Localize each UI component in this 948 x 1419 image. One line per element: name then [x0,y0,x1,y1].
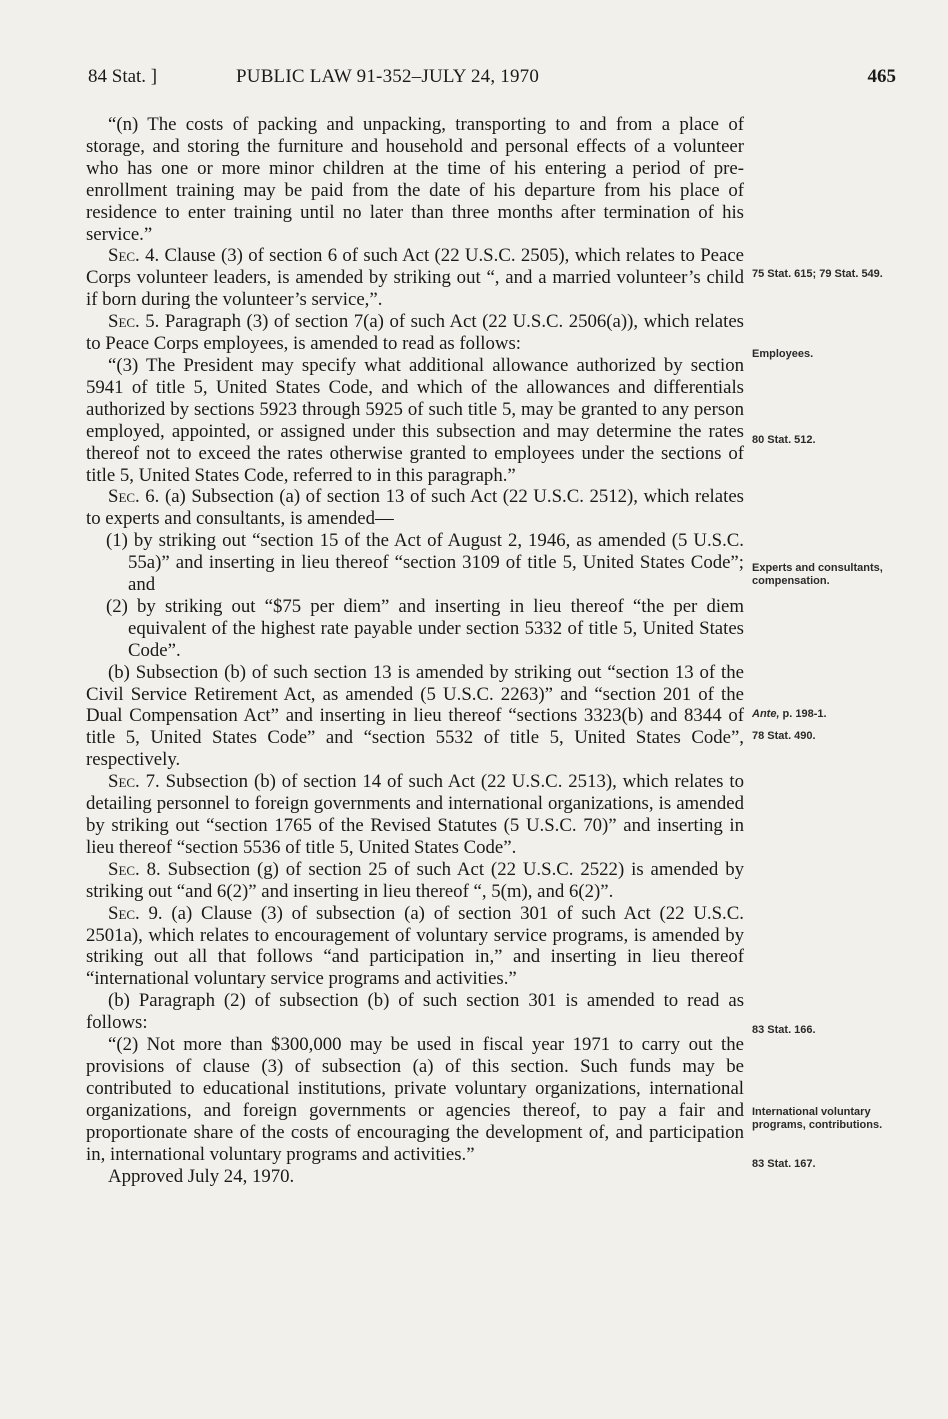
section-7 [86,771,744,859]
margin-note: 83 Stat. 167. [752,1158,816,1170]
paragraph-n: “(n) The costs of packing and unpacking, transporting to and from a place of storage, and storing the furniture and household and personal effects of a volunteer who has one or more minor children at the time of his entering a period of pre-enrollment training may be paid from the date of his departure from his place of residence to enter training until no later than three months after termination of his service.” [86,114,744,245]
section-text: Subsection (g) of section 25 of such Act (22 U.S.C. 2522) is amended by striking out “and 6(2)” and inserting in lieu thereof “, 5(m), and 6(2)”. [86,858,744,902]
section-label: Sec. 6. [108,486,160,508]
section-text: (a) Clause (3) of subsection (a) of section 301 of such Act (22 U.S.C. 2501a), which relates to encouragement of voluntary service programs, is amended by striking out all that follows “and participation in,” and inserting in lieu thereof “international voluntary service programs and activities.” [86,902,744,990]
section-6-clause-2: (2) by striking out “$75 per diem” and inserting in lieu thereof “the per diem equivalent of the highest rate payable under section 5332 of title 5, United States Code”. [106,595,744,661]
margin-note: International voluntary programs, contributions. [752,1106,883,1131]
margin-note: 78 Stat. 490. [752,730,816,742]
section-9 [86,903,744,991]
margin-note: Employees. [752,348,814,360]
margin-note: Experts and consultants, compensation. [752,562,883,587]
section-text: (a) Subsection (a) of section 13 of such Act (22 U.S.C. 2512), which relates to experts and consultants, is amended— [86,486,744,530]
margin-note: 83 Stat. 166. [752,1024,816,1036]
section-label: Sec. 9. [108,902,163,924]
page-number: 465 [867,66,896,87]
margin-note [752,708,902,721]
section-6 [86,486,744,530]
section-8 [86,859,744,903]
section-6-clause-1: (1) by striking out “section 15 of the Act of August 2, 1946, as amended (5 U.S.C. 55a)” and inserting in lieu thereof “section 3109 of title 5, United States Code”; and [106,530,744,596]
document-body [86,114,744,1187]
statute-reference: 84 Stat. ] [88,66,158,87]
section-4 [86,245,744,311]
margin-note-italic: Ante, [752,708,780,720]
margin-note: 75 Stat. 615; 79 Stat. 549. [752,268,883,280]
law-title: PUBLIC LAW 91-352–JULY 24, 1970 [236,66,540,87]
margin-note: 80 Stat. 512. [752,434,816,446]
margin-note-rest: p. 198-1. [779,708,827,720]
section-text: Clause (3) of section 6 of such Act (22 U.S.C. 2505), which relates to Peace Corps volunteer leaders, is amended by striking out “, and a married volunteer’s child if born during the volunteer’s service,”. [86,245,744,311]
section-label: Sec. 4. [108,245,160,267]
section-label: Sec. 5. [108,311,160,333]
section-5-quote: “(3) The President may specify what additional allowance authorized by section 5941 of title 5, United States Code, and which of the allowances and differentials authorized by sections 5923 through 5925 of such title 5, may be granted to any person employed, appointed, or assigned under this subsection and may determine the rates thereof not to exceed the rates otherwise granted to employees under the sections of title 5, United States Code, referred to in this paragraph.” [86,354,744,486]
section-text: Subsection (b) of section 14 of such Act (22 U.S.C. 2513), which relates to detailing personnel to foreign governments and international organizations, is amended by striking out “section 1765 of the Revised Statutes (5 U.S.C. 70)” and inserting in lieu thereof “section 5536 of title 5, United States Code”. [86,771,744,858]
section-label: Sec. 7. [108,771,160,793]
section-text: Paragraph (3) of section 7(a) of such Act (22 U.S.C. 2506(a)), which relates to Peace Corps employees, is amended to read as follows: [86,311,744,355]
page-header [88,66,896,90]
section-6-b: (b) Subsection (b) of such section 13 is amended by striking out “section 13 of the Civil Service Retirement Act, as amended (5 U.S.C. 2263)” and “section 201 of the Dual Compensation Act” and inserting in lieu thereof “sections 3323(b) and 8344 of title 5, United States Code” and “section 5532 of title 5, United States Code”, respectively. [86,661,744,771]
section-5 [86,311,744,355]
section-9-b: (b) Paragraph (2) of subsection (b) of such section 301 is amended to read as follows: [86,990,744,1034]
section-9-quote: “(2) Not more than $300,000 may be used in fiscal year 1971 to carry out the provisions of clause (3) of subsection (a) of this section. Such funds may be contributed to educational institutions, private voluntary organizations, international organizations, and foreign governments or agencies thereof, to pay a fair and proportionate share of the costs of encouraging the development of, and participation in, international voluntary programs and activities.” [86,1034,744,1165]
section-label: Sec. 8. [108,858,161,880]
approval-line: Approved July 24, 1970. [108,1165,295,1187]
